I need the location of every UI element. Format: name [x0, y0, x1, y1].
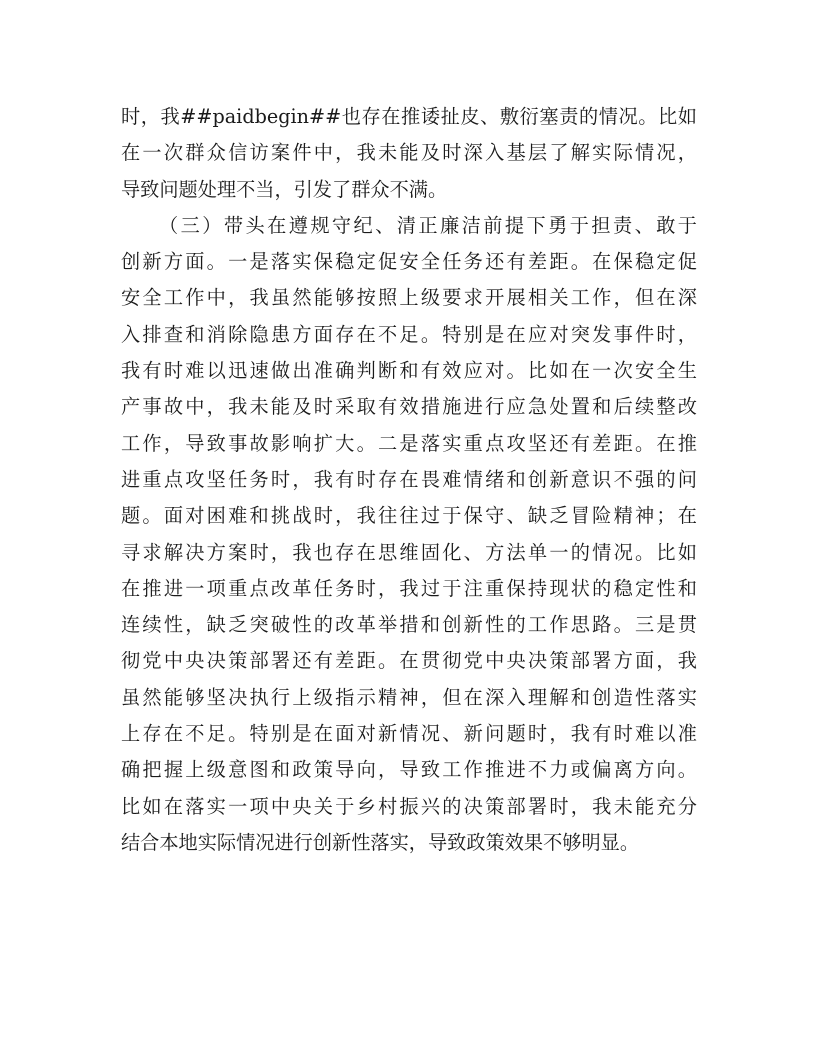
paragraph-line: 工作，导致事故影响扩大。二是落实重点攻坚还有差距。在推 — [121, 431, 697, 455]
paragraph-line: 时，我##paidbegin##也存在推诿扯皮、敷衍塞责的情况。比如 — [121, 105, 697, 128]
paragraph-line: 确把握上级意图和政策导向，导致工作推进不力或偏离方向。 — [121, 758, 697, 782]
paragraph-line: 虽然能够坚决执行上级指示精神，但在深入理解和创造性落实 — [121, 685, 697, 709]
paragraph-line: 安全工作中，我虽然能够按照上级要求开展相关工作，但在深 — [121, 286, 697, 310]
paragraph-line: 在推进一项重点改革任务时，我过于注重保持现状的稳定性和 — [121, 576, 697, 600]
paragraph-line: 我有时难以迅速做出准确判断和有效应对。比如在一次安全生 — [121, 359, 697, 383]
paragraph-line: 彻党中央决策部署还有差距。在贯彻党中央决策部署方面，我 — [121, 649, 697, 673]
paragraph-line: 进重点攻坚任务时，我有时存在畏难情绪和创新意识不强的问 — [121, 467, 697, 491]
paragraph-line: （三）带头在遵规守纪、清正廉洁前提下勇于担责、敢于 — [159, 213, 697, 237]
paragraph-line: 比如在落实一项中央关于乡村振兴的决策部署时，我未能充分 — [121, 794, 697, 818]
paragraph-line: 连续性，缺乏突破性的改革举措和创新性的工作思路。三是贯 — [121, 613, 697, 637]
paragraph-line: 导致问题处理不当，引发了群众不满。 — [121, 177, 448, 201]
paragraph-line: 题。面对困难和挑战时，我往往过于保守、缺乏冒险精神；在 — [121, 504, 697, 528]
paragraph-line: 上存在不足。特别是在面对新情况、新问题时，我有时难以准 — [121, 722, 697, 746]
paragraph-line: 入排查和消除隐患方面存在不足。特别是在应对突发事件时， — [121, 322, 697, 346]
paragraph-line: 在一次群众信访案件中，我未能及时深入基层了解实际情况， — [121, 141, 697, 165]
paragraph-line: 寻求解决方案时，我也存在思维固化、方法单一的情况。比如 — [121, 540, 697, 564]
paragraph-line: 产事故中，我未能及时采取有效措施进行应急处置和后续整改 — [121, 395, 697, 419]
document-body — [121, 99, 697, 861]
paragraph-line: 结合本地实际情况进行创新性落实，导致政策效果不够明显。 — [121, 830, 640, 854]
paragraph-line: 创新方面。一是落实保稳定促安全任务还有差距。在保稳定促 — [121, 250, 697, 274]
